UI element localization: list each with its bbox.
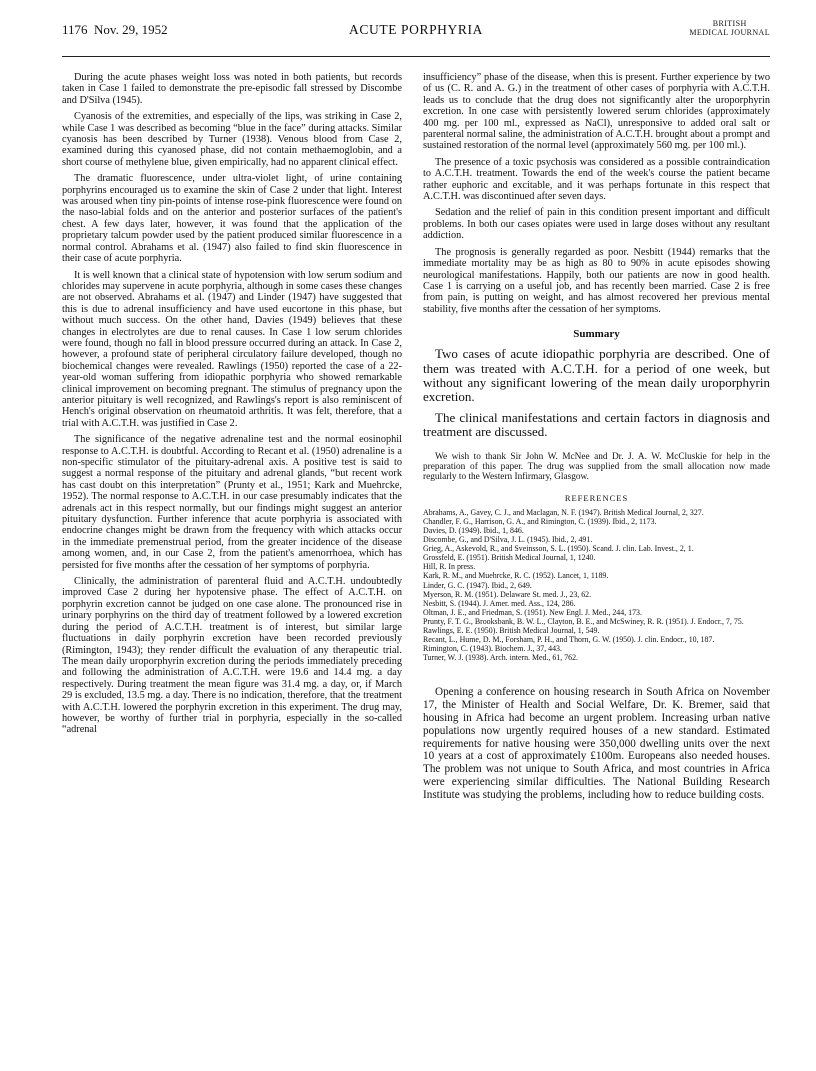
reference-item: Myerson, R. M. (1951). Delaware St. med. J., 23, 62. — [423, 589, 592, 599]
paragraph-sedation: Sedation and the relief of pain in this condition present important and difficult problems. In both our cases opiates were used in large doses without any resultant addiction. — [423, 207, 770, 242]
journal-name-line2: MEDICAL JOURNAL — [689, 28, 770, 37]
running-title: ACUTE PORPHYRIA — [349, 22, 483, 37]
reference-item: Grieg, A., Askevold, R., and Sveinsson, S. L. (1950). Scand. J. clin. Lab. Invest., 2, 1. — [423, 544, 694, 554]
reference-item: Oltman, J. E., and Friedman, S. (1951). New Engl. J. Med., 244, 173. — [423, 607, 642, 617]
journal-name-line1: BRITISH — [712, 19, 747, 28]
reference-item: Grossfeld, E. (1951). British Medical Journal, 1, 1240. — [423, 553, 596, 563]
reference-item: Nesbitt, S. (1944). J. Amer. med. Ass., 124, 286. — [423, 598, 576, 608]
reference-item: Linder, G. C. (1947). Ibid., 2, 649. — [423, 580, 532, 590]
news-item-housing: Opening a conference on housing research in South Africa on November 17, the Minister of Health and Social Welfare, Dr. K. Bremer, said that housing in Africa had become an urgent problem. Increasing urban native populations now urgently required houses of a new standard. Estimated requirements for native housing were 350,000 dwelling units over the next 10 years at a cost of approximately £100m. Europeans also needed houses. The problem was not unique to South Africa, and most countries in Africa were experiencing similar difficulties. The National Building Research Institute was studying the problems, including how to reduce building costs. — [423, 686, 770, 801]
references-heading: REFERENCES — [564, 492, 629, 503]
paragraph-toxic-psychosis: The presence of a toxic psychosis was considered as a possible contraindication to A.C.T.H. treatment. Towards the end of the week's course the patient became rather euphoric and excitable, and it was perhaps fortunate in this respect that A.C.T.H. was discontinued after seven days. — [423, 156, 770, 203]
page-number: 1176 — [62, 22, 88, 37]
paragraph-prognosis: The prognosis is generally regarded as poor. Nesbitt (1944) remarks that the immediate mortality may be as high as 80 to 90% in acute episodes showing neurological manifestations. Happily, both our patients are now in good health. Case 1 is carrying on a useful job, and has recently been married. Case 2 is free from pain, is putting on weight, and has almost recovered her previous mental stability, five months after the cessation of her symptoms. — [423, 246, 770, 315]
reference-item: Turner, W. J. (1938). Arch. intern. Med., 61, 762. — [423, 653, 579, 663]
reference-item: Recant, L., Hume, D. M., Forsham, P. H., and Thorn, G. W. (1950). J. clin. Endocr., 10, 187. — [423, 635, 715, 645]
reference-item: Rawlings, E. E. (1950). British Medical Journal, 1, 549. — [423, 626, 600, 635]
reference-item: Chandler, F. G., Harrison, G. A., and Rimington, C. (1939). Ibid., 2, 1173. — [423, 516, 657, 526]
acknowledgment: We wish to thank Sir John W. McNee and Dr. J. A. W. McCluskie for help in the preparation of this paper. The drug was supplied from the small allocation now made regularly to the Western Infirmary, Glasgow. — [423, 451, 770, 483]
paragraph-acth-effect: Clinically, the administration of parenteral fluid and A.C.T.H. undoubtedly improved Case 2 during her hypotensive phase. The effect of A.C.T.H. on porphyrin excretion cannot be judged on one case alone. The pronounced rise in urinary porphyrins on the third day of treatment followed by a lowered excretion during the period of A.C.T.H. treatment is of interest, but similar large fluctuations in daily porphyrin excretion have been recorded previously (Rimington, 1943); they render difficult the evaluation of any therapeutic trial. The mean daily uroporphyrin excretion during the periods immediately preceding and following the administration of A.C.T.H. were 19.6 and 14.4 mg. a day respectively. During treatment the mean figure was 31.4 mg. a day, or, if March 29 is excluded, 13.5 mg. a day. There is no indication, therefore, that the treatment with A.C.T.H. lowered the porphyrin excretion in this experiment. The drug may, however, be worthy of further trial in porphyria, especially in the so-called “adrenal — [62, 576, 402, 736]
reference-item: Discombe, G., and D'Silva, J. L. (1945). Ibid., 2, 491. — [423, 535, 593, 545]
issue-date: Nov. 29, 1952 — [94, 22, 168, 37]
reference-item: Abrahams, A., Gavey, C. J., and Maclagan, N. F. (1947). British Medical Journal, 2, 327. — [423, 507, 704, 517]
paragraph-cyanosis: Cyanosis of the extremities, and especially of the lips, was striking in Case 2, while Case 1 was described as becoming “blue in the face” during attacks. Similar cyanosis has been described by Turner (1938). Venous blood from Case 2, examined during this cyanosed phase, did not contain methaemoglobin, and a short course of methylene blue, given empirically, had no apparent clinical effect. — [62, 111, 402, 168]
reference-item: Hill, R. In press. — [423, 562, 476, 572]
paragraph-adrenal-insufficiency: insufficiency” phase of the disease, when this is present. Further experience by two of us (C. R. and A. G.) in the treatment of other cases of porphyria with A.C.T.H. leads us to conclude that the drug does not significantly alter the uroporphyrin excretion. In one case with persistently lowered serum chlorides (approximately 400 mg. per 100 ml., expressed as NaCl), unresponsive to added oral salt or parenteral normal saline, the administration of A.C.T.H. brought about a prompt and sustained restoration of the normal level (approximately 560 mg. per 100 ml.). — [423, 72, 770, 152]
summary-heading: Summary — [573, 328, 620, 341]
left-column — [62, 72, 402, 741]
summary-paragraph: The clinical manifestations and certain factors in diagnosis and treatment are discussed. — [423, 409, 770, 440]
references-list — [423, 508, 770, 663]
paragraph-adrenaline-test: The significance of the negative adrenaline test and the normal eosinophil response to A.C.T.H. is doubtful. According to Recant et al. (1950) adrenaline is a non-specific stimulator of the pituitary-adrenal axis. A positive test is said to suggest a normal response of the pituitary and adrenal glands, “but recent work has cast doubt on this interpretation” (Prunty et al., 1951; Kark and Muehrcke, 1952). The normal response to A.C.T.H. in our case presumably indicates that the adrenals act in this respect normally, but our findings might suggest an anterior pituitary dysfunction. Further inference that acute porphyria is associated with endocrine changes might be drawn from the frequency with which attacks occur in the immediate premenstrual period, from the greater incidence of the disease among women, and, in our Case 2, from the patient's amenorrhoea, which has persisted for five months after the cessation of her symptoms of porphyria. — [62, 434, 402, 571]
reference-item: Rimington, C. (1943). Biochem. J., 37, 443. — [423, 644, 562, 654]
reference-item: Prunty, F. T. G., Brooksbank, B. W. L., Clayton, B. E., and McSwiney, R. R. (1951). J. Endocr., 7, 75. — [423, 616, 744, 626]
paragraph-weight-loss: During the acute phases weight loss was noted in both patients, but records taken in Case 1 failed to demonstrate the pre-episodic fall stressed by Discombe and D'Silva (1945). — [62, 72, 402, 106]
right-column — [423, 72, 770, 807]
paragraph-fluorescence: The dramatic fluorescence, under ultra-violet light, of urine containing porphyrins encouraged us to examine the skin of Case 2 under that light. Interest was aroused when tiny pin-points of intense rose-pink fluorescence were found on the naso-labial folds and on the anterior and posterior surfaces of the patient's chest. A few days later, however, it was found that the application of the proprietary talcum powder used by the patient produced similar fluorescence in a normal control. Abrahams et al. (1947) also failed to find skin fluorescence in their case of acute porphyria. — [62, 173, 402, 265]
paragraph-hypotension: It is well known that a clinical state of hypotension with low serum sodium and chlorides may supervene in acute porphyria, although in some cases these changes are not observed. Abrahams et al. (1947) and Linder (1947) have suggested that this is due to adrenal insufficiency and have used eucortone in this phase, but without much success. On the other hand, Davies (1949) believes that these changes in electrolytes are due to renal causes. In Case 1 low serum chlorides were found, though no fall in blood pressure occurred during an attack. In Case 2, however, a profound state of peripheral circulatory failure developed, though no biochemical changes were revealed. Rawlings (1950) reported the case of a 22-year-old woman suffering from idiopathic porphyria who showed remarkable clinical improvement on becoming pregnant. The stimulus of pregnancy upon the anterior pituitary is well recognized, and Rawlings's report is also reminiscent of Hench's original observation on rheumatoid arthritis. It was felt, therefore, that a trial with A.C.T.H. was justified in Case 2. — [62, 269, 402, 429]
reference-item: Kark, R. M., and Muehrcke, R. C. (1952). Lancet, 1, 1189. — [423, 571, 609, 581]
summary-paragraph: Two cases of acute idiopathic porphyria are described. One of them was treated with A.C.T.H. for a period of one week, but without any significant lowering of the mean daily uroporphyrin excretion. — [423, 346, 770, 405]
journal-name — [689, 19, 770, 37]
page-header — [62, 19, 770, 57]
reference-item: Davies, D. (1949). Ibid., 1, 846. — [423, 525, 524, 535]
